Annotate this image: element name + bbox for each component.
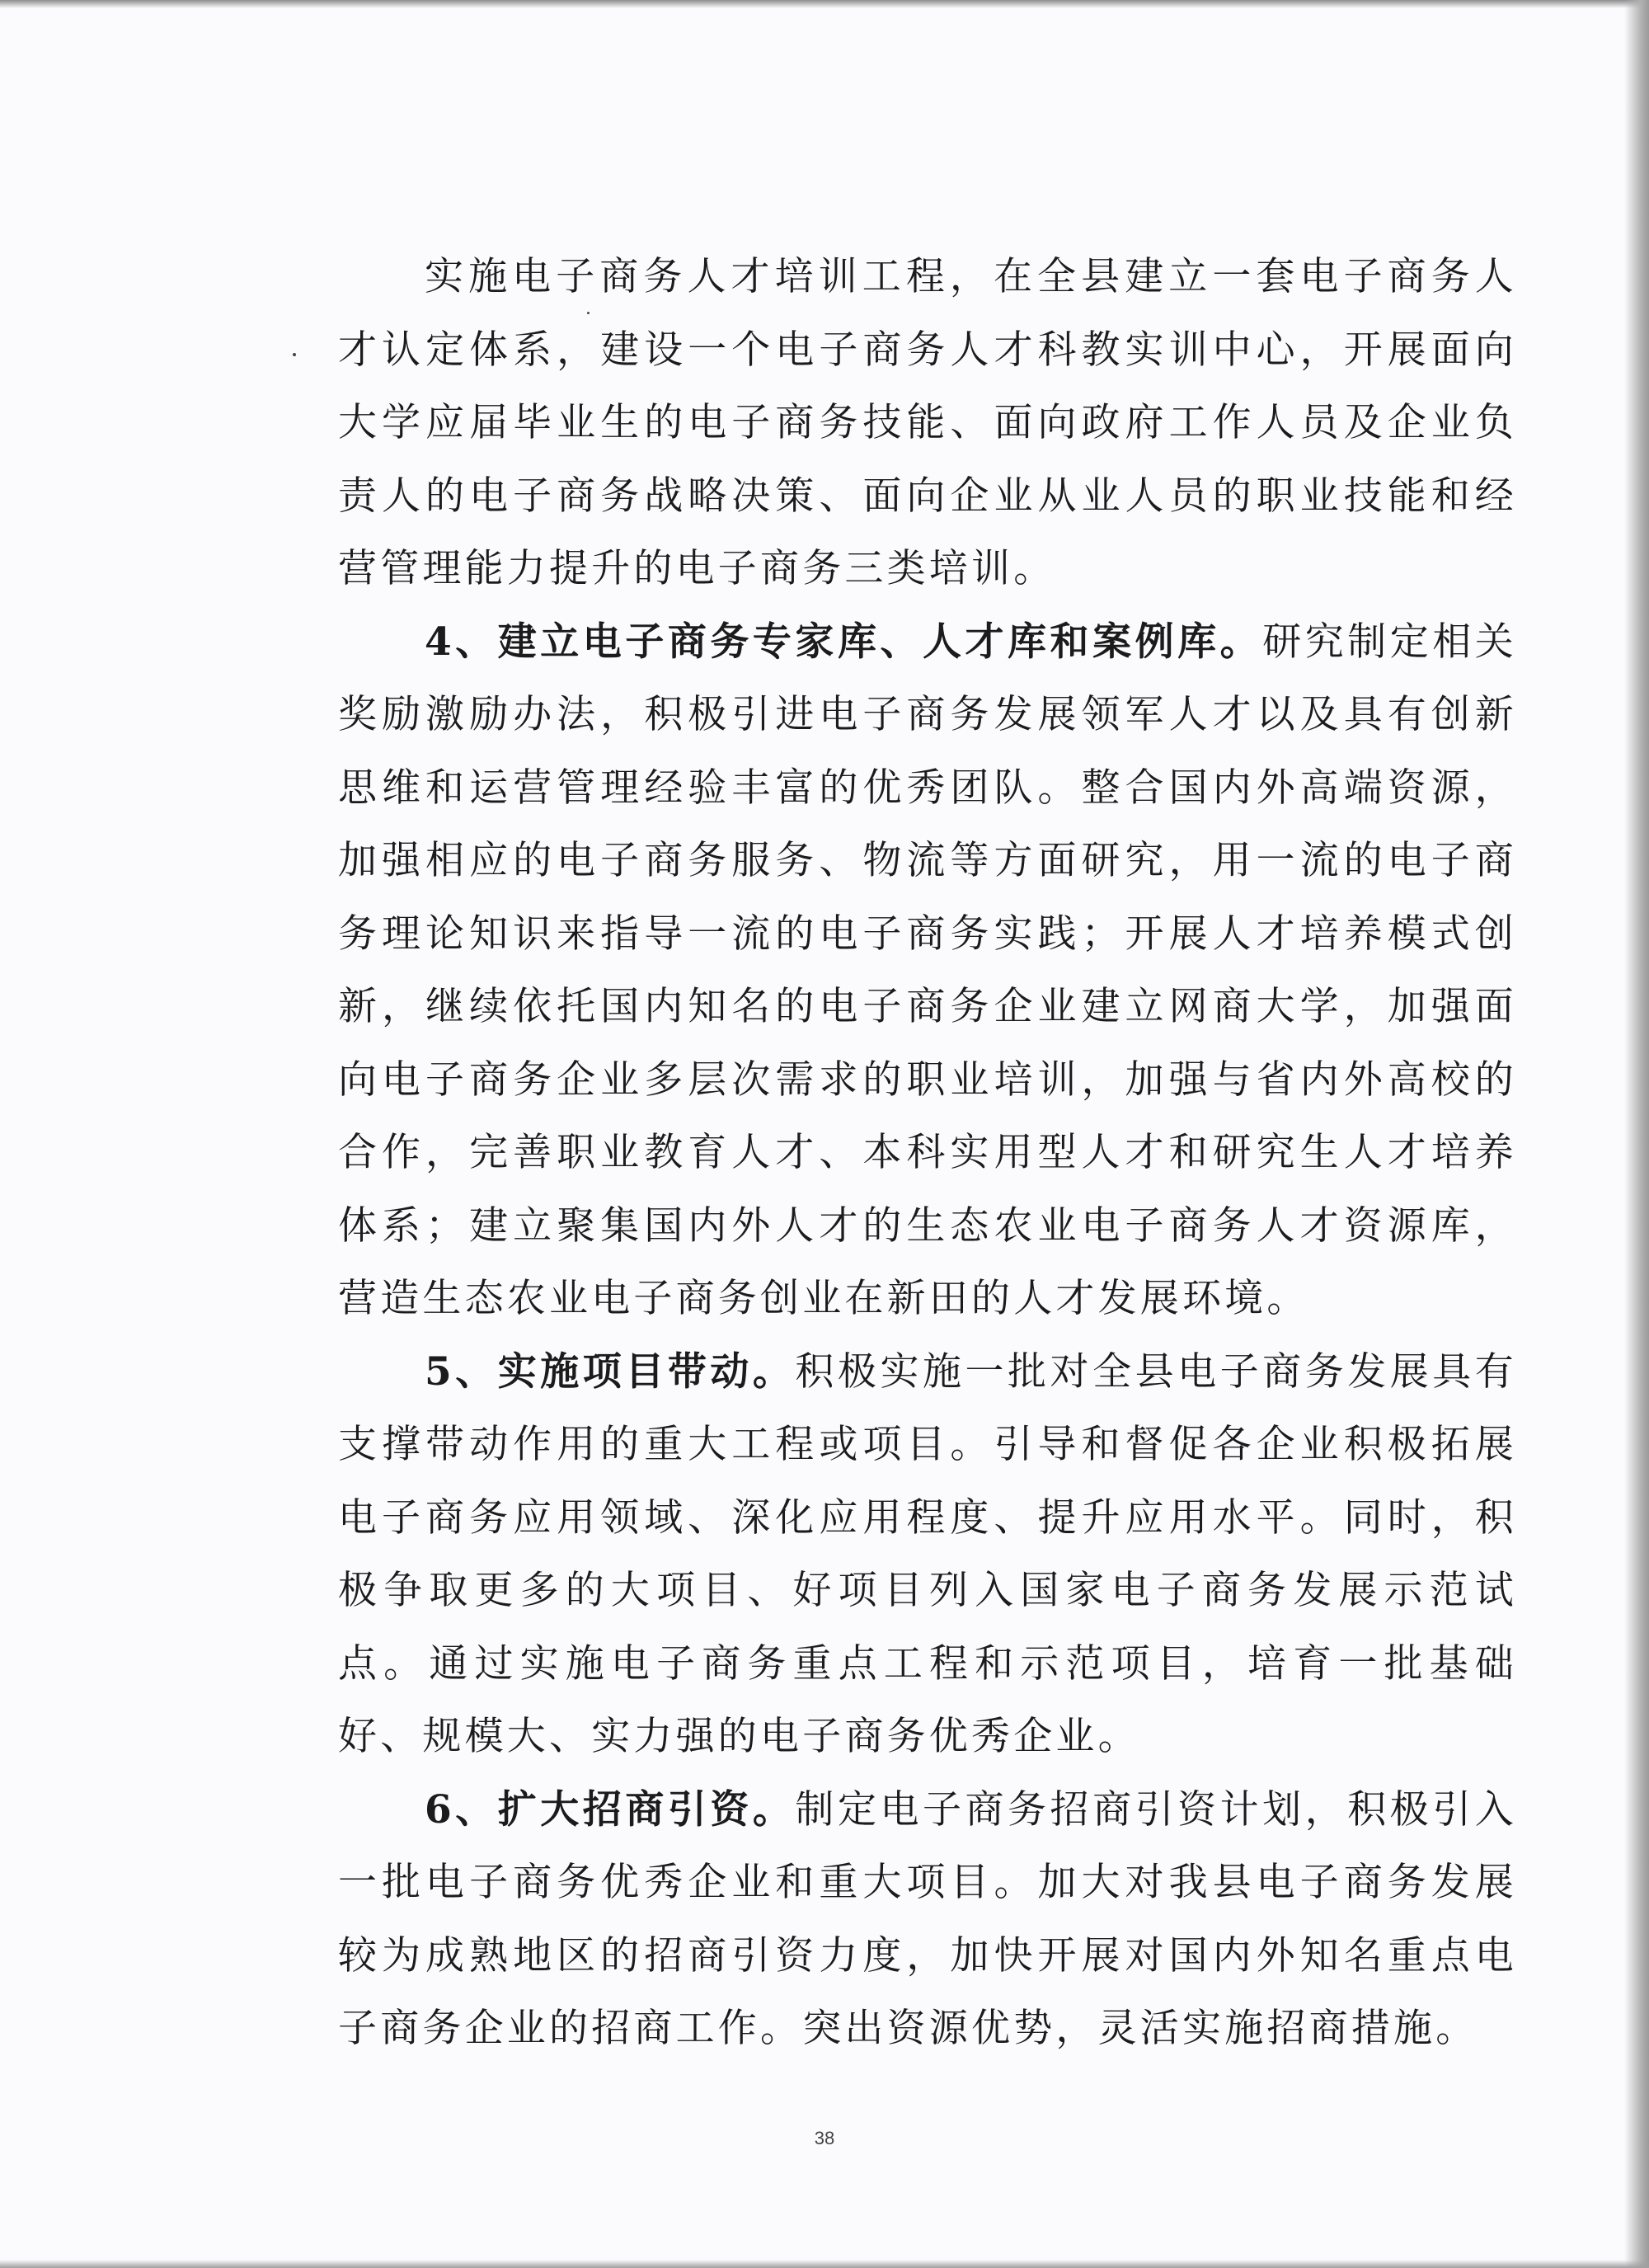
paragraph-expert-database [338,606,1517,1336]
paragraph-investment [338,1774,1517,2066]
paragraph-project-driven [338,1336,1517,1774]
scan-shadow-top [0,0,1649,8]
body-text [338,241,1517,2066]
paragraph-heading: 6、扩大招商引资。 [425,1786,796,1833]
paragraph-body: 研究制定相关奖励激励办法，积极引进电子商务发展领军人才以及具有创新思维和运营管理经验丰富的优秀团队。整合国内外高端资源，加强相应的电子商务服务、物流等方面研究，用一流的电子商务理论知识来指导一流的电子商务实践；开展人才培养模式创新，继续依托国内知名的电子商务企业建立网商大学，加强面向电子商务企业多层次需求的职业培训，加强与省内外高校的合作，完善职业教育人才、本科实用型人才和研究生人才培养体系；建立聚集国内外人才的生态农业电子商务人才资源库，营造生态农业电子商务创业在新田的人才发展环境。 [338,619,1518,1321]
paragraph-training-program [338,241,1517,606]
scan-shadow-bottom [0,2260,1649,2268]
scan-shadow-right [1624,0,1649,2268]
paragraph-heading: 4、建立电子商务专家库、人才库和案例库。 [425,619,1263,665]
page-number: 38 [814,2128,835,2148]
paragraph-heading: 5、实施项目带动。 [425,1348,796,1395]
paragraph-body: 制定电子商务招商引资计划，积极引入一批电子商务优秀企业和重大项目。加大对我县电子商务发展较为成熟地区的招商引资力度，加快开展对国内外知名重点电子商务企业的招商工作。突出资源优势，灵活实施招商措施。 [338,1786,1517,2051]
scan-speck [293,353,296,356]
paragraph-body: 积极实施一批对全县电子商务发展具有支撑带动作用的重大工程或项目。引导和督促各企业积极拓展电子商务应用领域、深化应用程度、提升应用水平。同时，积极争取更多的大项目、好项目列入国家电子商务发展示范试点。通过实施电子商务重点工程和示范项目，培育一批基础好、规模大、实力强的电子商务优秀企业。 [338,1348,1517,1759]
paragraph-body: 实施电子商务人才培训工程，在全县建立一套电子商务人才认定体系，建设一个电子商务人才科教实训中心，开展面向大学应届毕业生的电子商务技能、面向政府工作人员及企业负责人的电子商务战略决策、面向企业从业人员的职业技能和经营管理能力提升的电子商务三类培训。 [338,254,1517,591]
